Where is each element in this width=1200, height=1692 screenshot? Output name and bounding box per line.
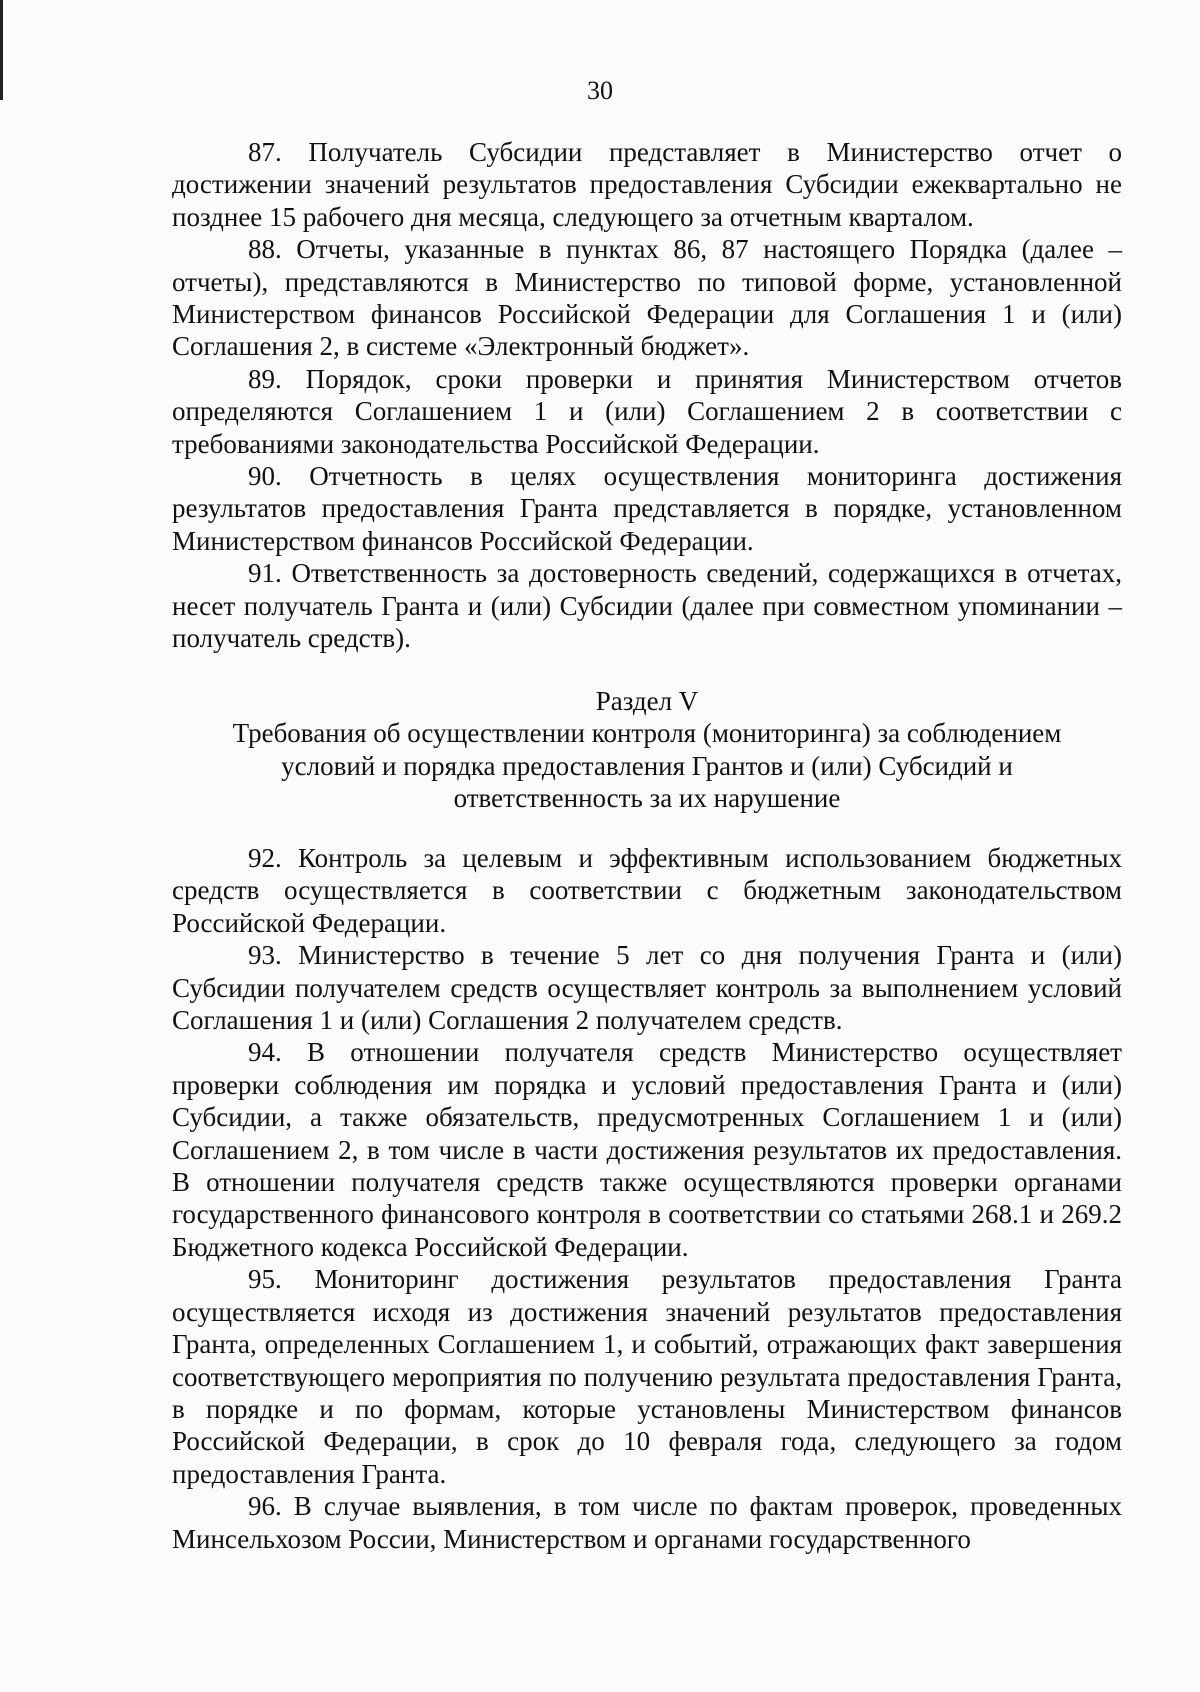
paragraph-92: 92. Контроль за целевым и эффективным использованием бюджетных средств осуществляется в соответствии с бюджетным законодательством Российской Федерации.	[172, 843, 1122, 938]
paragraphs-bottom	[172, 842, 1122, 1555]
paragraphs-top	[172, 136, 1122, 655]
paragraph-94: 94. В отношении получателя средств Министерство осуществляет проверки соблюдения им порядка и условий предоставления Гранта и (или) Субсидии, а также обязательств, предусмотренных Соглашением 1 и (или) Соглашением 2, в том числе в части достижения результатов их предоставления. В отношении получателя средств также осуществляются проверки органами государственного финансового контроля в соответствии со статьями 268.1 и 269.2 Бюджетного кодекса Российской Федерации.	[172, 1037, 1122, 1262]
paragraph-95: 95. Мониторинг достижения результатов предоставления Гранта осуществляется исходя из достижения значений результатов предоставления Гранта, определенных Соглашением 1, и событий, отражающих факт завершения соответствующего мероприятия по получению результата предоставления Гранта, в порядке и по формам, которые установлены Министерством финансов Российской Федерации, в срок до 10 февраля года, следующего за годом предоставления Гранта.	[172, 1264, 1122, 1489]
section-label: Раздел V	[595, 686, 699, 716]
paragraph-88: 88. Отчеты, указанные в пунктах 86, 87 настоящего Порядка (далее – отчеты), представляются в Министерство по типовой форме, установленной Министерством финансов Российской Федерации для Соглашения 1 и (или) Соглашения 2, в системе «Электронный бюджет».	[172, 234, 1122, 362]
paragraph-89: 89. Порядок, сроки проверки и принятия Министерством отчетов определяются Соглашением 1 и (или) Соглашением 2 в соответствии с требованиями законодательства Российской Федерации.	[172, 363, 1122, 459]
section-title-line-1: Требования об осуществлении контроля (мониторинга) за соблюдением	[232, 718, 1062, 749]
section-title-line-3: ответственность за их нарушение	[453, 783, 841, 814]
section-heading	[172, 685, 1122, 815]
page-number: 30	[587, 76, 613, 105]
paragraph-87: 87. Получатель Субсидии представляет в Министерство отчет о достижении значений результатов предоставления Субсидии ежеквартально не позднее 15 рабочего дня месяца, следующего за отчетным кварталом.	[172, 137, 1122, 232]
paragraph-96: 96. В случае выявления, в том числе по фактам проверок, проведенных Минсельхозом России, Министерством и органами государственного	[172, 1491, 1122, 1554]
paragraph-91: 91. Ответственность за достоверность сведений, содержащихся в отчетах, несет получатель Гранта и (или) Субсидии (далее при совместном упоминании – получатель средств).	[172, 558, 1122, 654]
paragraph-90: 90. Отчетность в целях осуществления мониторинга достижения результатов предоставления Гранта представляется в порядке, установленном Министерством финансов Российской Федерации.	[172, 461, 1122, 556]
section-title-line-2: условий и порядка предоставления Грантов и (или) Субсидий и	[281, 750, 1013, 781]
paragraph-93: 93. Министерство в течение 5 лет со дня получения Гранта и (или) Субсидии получателем средств осуществляет контроль за выполнением условий Соглашения 1 и (или) Соглашения 2 получателем средств.	[172, 940, 1122, 1036]
